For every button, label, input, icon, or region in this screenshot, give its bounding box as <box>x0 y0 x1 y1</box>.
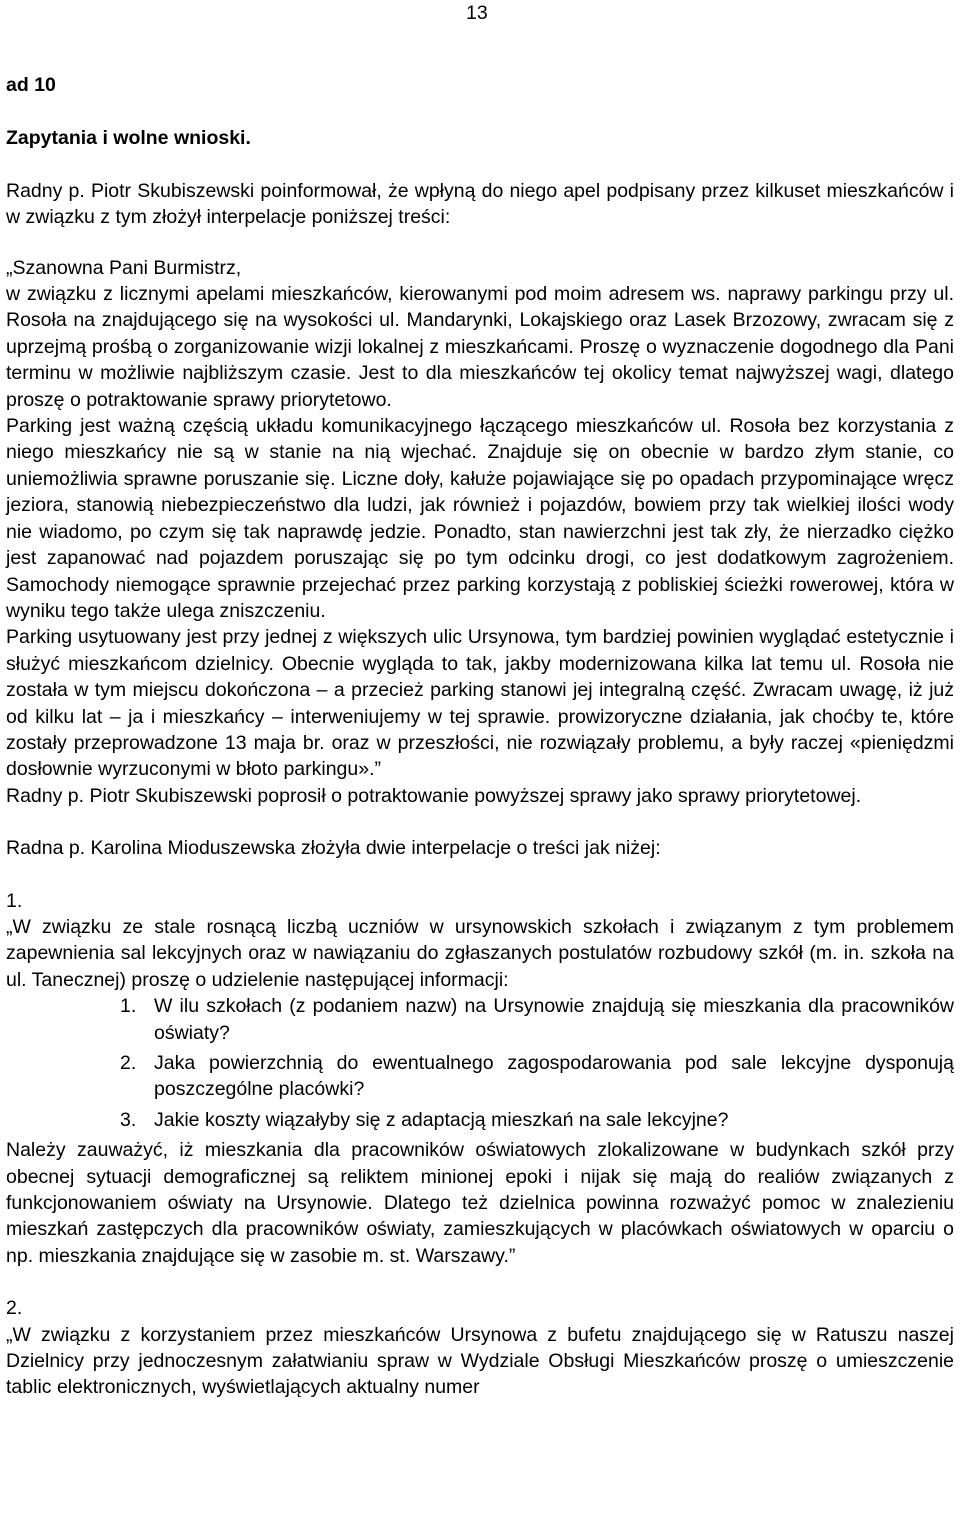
question-item <box>6 993 954 1046</box>
interpellation-1-number: 1. <box>6 889 23 912</box>
question-text: W ilu szkołach (z podaniem nazw) na Ursynowie znajdują się mieszkania dla pracowników oświaty? <box>154 995 954 1044</box>
section-title: Zapytania i wolne wnioski. <box>6 127 251 150</box>
letter-paragraph-2: Parking jest ważną częścią układu komunikacyjnego łączącego mieszkańców ul. Rosoła bez korzystania z niego mieszkańcy nie są w stanie na nią wjechać. Znajduje się on obecnie w bardzo złym stanie, co uniemożliwia sprawne poruszanie się. Liczne doły, kałuże pojawiające się po opadach przypominające wręcz jeziora, stanowią niebezpieczeństwo dla ludzi, jak również i pojazdów, bowiem przy tak wielkiej ilości wody nie wiadomo, po czym się tak naprawdę jedzie. Ponadto, stan nawierzchni jest tak zły, że nierzadko ciężko jest zapanować nad pojazdem poruszając się po tym odcinku drogi, co jest dodatkowym zagrożeniem. Samochody niemogące sprawnie przejechać przez parking korzystają z pobliskiej ścieżki rowerowej, która w wyniku tego także ulega zniszczeniu. <box>6 415 954 622</box>
document-body <box>6 72 954 1401</box>
letter-salutation: „Szanowna Pani Burmistrz, <box>6 256 242 279</box>
interpellation-1-intro: „W związku ze stale rosnącą liczbą uczniów w ursynowskich szkołach i związanym z tym problemem zapewnienia sal lekcyjnych oraz w nawiązaniu do zgłaszanych postulatów rozbudowy szkół (m. in. szkoła na ul. Tanecznej) proszę o udzielenie następującej informacji: <box>6 915 954 991</box>
question-number: 2. <box>120 1052 137 1074</box>
question-item <box>6 1107 954 1133</box>
request-paragraph: Radny p. Piotr Skubiszewski poprosił o potraktowanie powyższej sprawy jako sprawy priorytetowej. <box>6 784 862 807</box>
section-number: ad 10 <box>6 74 56 96</box>
question-text: Jaka powierzchnią do ewentualnego zagospodarowania pod sale lekcyjne dysponują poszczególne placówki? <box>154 1052 954 1101</box>
intro-paragraph: Radny p. Piotr Skubiszewski poinformował, że wpłyną do niego apel podpisany przez kilkuset mieszkańców i w związku z tym złożył interpelacje poniższej treści: <box>6 179 954 229</box>
question-number: 1. <box>120 995 137 1018</box>
letter-paragraph-3: Parking usytuowany jest przy jednej z większych ulic Ursynowa, tym bardziej powinien wyglądać estetycznie i służyć mieszkańcom dzielnicy. Obecnie wygląda to tak, jakby modernizowana kilka lat temu ul. Rosoła nie została w tym miejscu dokończona – a przecież parking stanowi jej integralną część. Zwracam uwagę, iż już od kilku lat – ja i mieszkańcy – interweniujemy w tej sprawie. prowizoryczne działania, jak choćby te, które zostały przeprowadzone 13 maja br. oraz w przeszłości, nie rozwiązały problemu, a były raczej «pieniędzmi dosłownie wyrzuconymi w błoto parkingu».” <box>6 626 954 781</box>
interpellation-1-closing: Należy zauważyć, iż mieszkania dla pracowników oświatowych zlokalizowane w budynkach szkół przy obecnej sytuacji demograficznej są reliktem minionej epoki i nijak się mają do realiów związanych z funkcjonowaniem oświaty na Ursynowie. Dlatego też dzielnica powinna rozważyć pomoc w znalezieniu mieszkań zastępczych dla pracowników oświaty, zamieszkujących w placówkach oświatowych w oparciu o np. mieszkania znajdujące się w zasobie m. st. Warszawy.” <box>6 1139 954 1267</box>
radna-paragraph: Radna p. Karolina Mioduszewska złożyła dwie interpelacje o treści jak niżej: <box>6 837 661 860</box>
letter-paragraph-1: w związku z licznymi apelami mieszkańców, kierowanymi pod moim adresem ws. naprawy parkingu przy ul. Rosoła na znajdującego się na wysokości ul. Mandarynki, Lokajskiego oraz Lasek Brzozowy, zwracam się z uprzejmą prośbą o zorganizowanie wizji lokalnej z mieszkańcami. Proszę o wyznaczenie dogodnego dla Pani terminu w możliwie najbliższym czasie. Jest to dla mieszkańców tej okolicy temat najwyższej wagi, dlatego proszę o potraktowanie sprawy priorytetowo. <box>6 283 954 411</box>
question-number: 3. <box>120 1108 137 1131</box>
interpellation-2-text: „W związku z korzystaniem przez mieszkańców Ursynowa z bufetu znajdującego się w Ratuszu naszej Dzielnicy przy jednoczesnym załatwianiu spraw w Wydziale Obsługi Mieszkańców proszę o umieszczenie tablic elektronicznych, wyświetlających aktualny numer <box>6 1323 954 1399</box>
question-item <box>6 1050 954 1103</box>
page-number: 13 <box>466 2 488 24</box>
interpellation-2-number: 2. <box>6 1297 23 1320</box>
question-list <box>6 993 954 1133</box>
question-text: Jakie koszty wiązałyby się z adaptacją mieszkań na sale lekcyjne? <box>154 1108 729 1131</box>
